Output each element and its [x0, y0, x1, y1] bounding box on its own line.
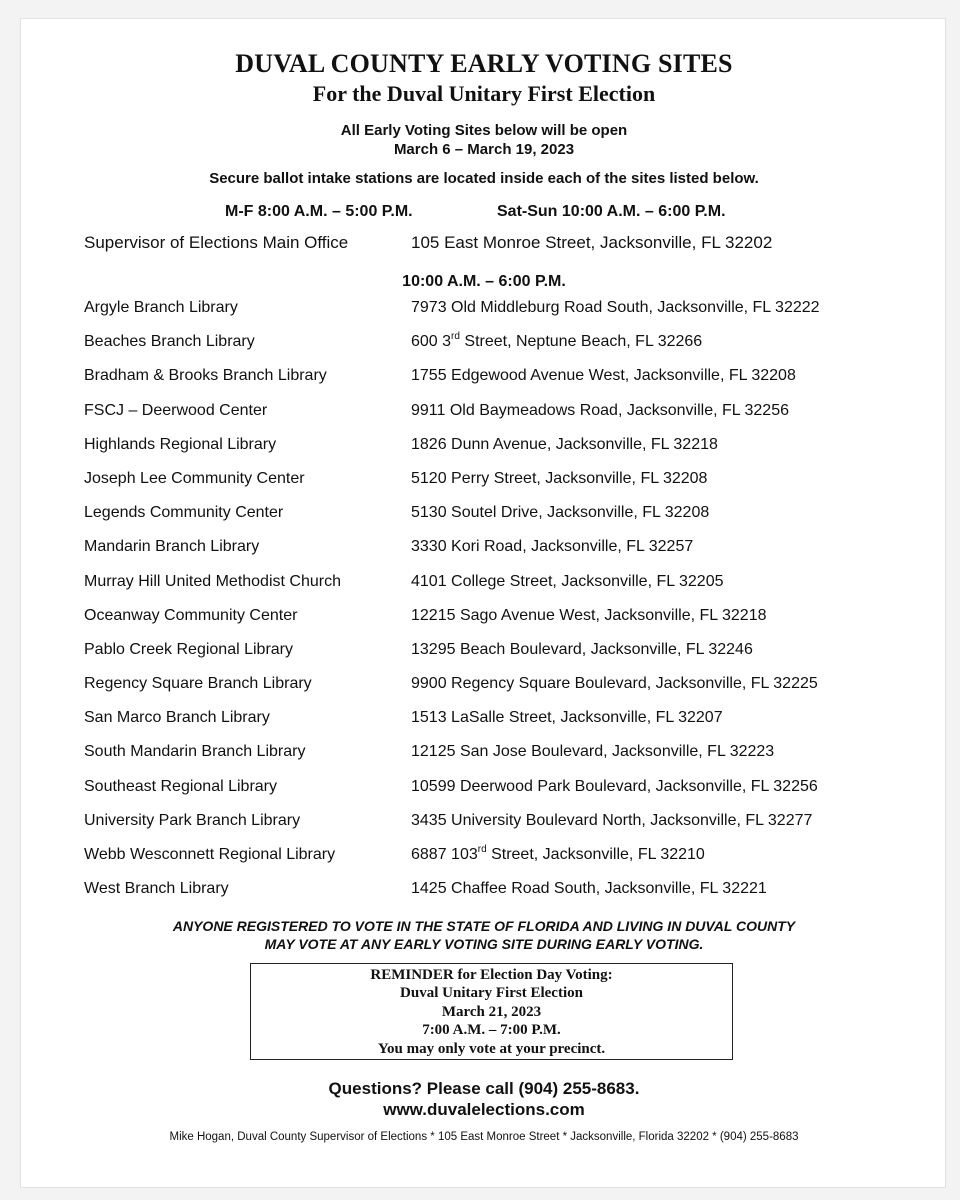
site-address-text: 12215 Sago Avenue West, Jacksonville, FL 32218 [411, 606, 767, 624]
site-name: Legends Community Center [84, 504, 284, 522]
site-address [411, 778, 818, 796]
site-address-text: 10599 Deerwood Park Boulevard, Jacksonville, FL 32256 [411, 777, 818, 795]
site-address [411, 641, 753, 659]
site-name: University Park Branch Library [84, 811, 301, 829]
site-address-text: 13295 Beach Boulevard, Jacksonville, FL 32246 [411, 640, 753, 658]
reminder-heading: REMINDER for Election Day Voting: [370, 967, 613, 983]
site-address [411, 436, 718, 454]
site-address-text: 12125 San Jose Boulevard, Jacksonville, FL 32223 [411, 743, 775, 761]
site-address-text: 1513 LaSalle Street, Jacksonville, FL 32207 [411, 709, 723, 727]
site-row [84, 846, 904, 880]
site-address-text: 1826 Dunn Avenue, Jacksonville, FL 32218 [411, 435, 718, 453]
site-row [84, 709, 904, 743]
site-address [411, 504, 709, 522]
site-name: Highlands Regional Library [84, 435, 277, 453]
site-address-text: 1755 Edgewood Avenue West, Jacksonville, FL 32208 [411, 367, 796, 385]
site-row [84, 333, 904, 367]
site-row [84, 573, 904, 607]
site-address [411, 402, 789, 420]
site-address-text: 5120 Perry Street, Jacksonville, FL 32208 [411, 469, 708, 487]
main-office-name: Supervisor of Elections Main Office [84, 233, 349, 252]
site-name: South Mandarin Branch Library [84, 743, 306, 761]
site-name: Oceanway Community Center [84, 606, 298, 624]
site-row [84, 675, 904, 709]
ordinal-suffix: rd [451, 331, 460, 343]
site-address [411, 607, 767, 625]
sites-hours: 10:00 A.M. – 6:00 P.M. [402, 273, 566, 290]
site-address-text: 600 3 [411, 333, 452, 351]
site-address-text: 6887 103 [411, 846, 478, 863]
site-row [84, 504, 904, 538]
site-name: Mandarin Branch Library [84, 538, 260, 556]
site-name: Murray Hill United Methodist Church [84, 572, 341, 590]
election-day-reminder-box [250, 963, 733, 1060]
reminder-hours: 7:00 A.M. – 7:00 P.M. [422, 1022, 561, 1039]
open-notice: All Early Voting Sites below will be open [340, 122, 628, 139]
site-address-text: 3435 University Boulevard North, Jacksonville, FL 32277 [411, 811, 813, 829]
eligibility-notice-line1: ANYONE REGISTERED TO VOTE IN THE STATE OF FLORIDA AND LIVING IN DUVAL COUNTY [172, 918, 796, 934]
site-row [84, 299, 904, 333]
site-address-text: 3330 Kori Road, Jacksonville, FL 32257 [411, 538, 694, 556]
site-address [411, 333, 702, 351]
page-subtitle: For the Duval Unitary First Election [312, 81, 656, 106]
main-office-hours-weekday: M-F 8:00 A.M. – 5:00 P.M. [225, 203, 413, 220]
site-name: Webb Wesconnett Regional Library [84, 846, 336, 863]
site-row [84, 778, 904, 812]
website-link: www.duvalelections.com [383, 1100, 585, 1119]
site-address [411, 709, 723, 727]
site-name: Beaches Branch Library [84, 333, 255, 351]
site-address [411, 470, 707, 488]
reminder-election-name: Duval Unitary First Election [400, 985, 583, 1002]
site-row [84, 538, 904, 572]
site-name: Argyle Branch Library [84, 299, 238, 316]
open-dates: March 6 – March 19, 2023 [393, 141, 575, 158]
site-address [411, 299, 820, 317]
site-row [84, 880, 904, 914]
site-address [411, 880, 767, 898]
site-address-text: 9900 Regency Square Boulevard, Jacksonville, FL 32225 [411, 675, 818, 693]
site-name: Regency Square Branch Library [84, 675, 312, 693]
site-address [411, 573, 723, 591]
site-address-text: Street, Jacksonville, FL 32210 [486, 846, 705, 863]
site-name: San Marco Branch Library [84, 709, 270, 727]
site-address [411, 367, 796, 385]
site-row [84, 641, 904, 675]
site-row [84, 402, 904, 436]
reminder-date: March 21, 2023 [441, 1003, 542, 1020]
footer-contact: Mike Hogan, Duval County Supervisor of Elections * 105 East Monroe Street * Jacksonville, Florida 32202 * (904) 255-8683 [169, 1131, 799, 1143]
site-address-text: 9911 Old Baymeadows Road, Jacksonville, FL 32256 [411, 401, 789, 419]
eligibility-notice-line2: MAY VOTE AT ANY EARLY VOTING SITE DURING EARLY VOTING. [264, 936, 704, 952]
site-address-text: 5130 Soutel Drive, Jacksonville, FL 32208 [411, 504, 710, 522]
site-name: Southeast Regional Library [84, 777, 278, 795]
site-address [411, 538, 693, 556]
secure-ballot-notice: Secure ballot intake stations are located inside each of the sites listed below. [209, 170, 759, 187]
main-office-address: 105 East Monroe Street, Jacksonville, FL 32202 [411, 233, 773, 252]
site-address [411, 846, 705, 864]
site-address-text: 7973 Old Middleburg Road South, Jacksonville, FL 32222 [411, 299, 820, 316]
site-row [84, 470, 904, 504]
ordinal-suffix: rd [477, 844, 487, 855]
site-name: Pablo Creek Regional Library [84, 640, 293, 658]
site-row [84, 367, 904, 401]
sites-list [84, 299, 904, 914]
document-page [20, 18, 946, 1188]
site-name: West Branch Library [84, 880, 229, 898]
site-row [84, 607, 904, 641]
site-address [411, 675, 818, 693]
main-office-hours-weekend: Sat-Sun 10:00 A.M. – 6:00 P.M. [497, 203, 726, 220]
site-address-text: 4101 College Street, Jacksonville, FL 32205 [411, 572, 724, 590]
site-row [84, 812, 904, 846]
site-address-text: Street, Neptune Beach, FL 32266 [459, 333, 703, 351]
site-name: Bradham & Brooks Branch Library [84, 367, 327, 385]
site-row [84, 436, 904, 470]
questions-phone: Questions? Please call (904) 255-8683. [328, 1079, 640, 1098]
site-name: FSCJ – Deerwood Center [84, 401, 268, 419]
site-address [411, 812, 812, 830]
page-title: DUVAL COUNTY EARLY VOTING SITES [235, 49, 733, 78]
reminder-precinct-note: You may only vote at your precinct. [377, 1040, 606, 1057]
site-name: Joseph Lee Community Center [84, 469, 305, 487]
site-row [84, 743, 904, 777]
site-address [411, 743, 774, 761]
site-address-text: 1425 Chaffee Road South, Jacksonville, FL 32221 [411, 880, 767, 898]
